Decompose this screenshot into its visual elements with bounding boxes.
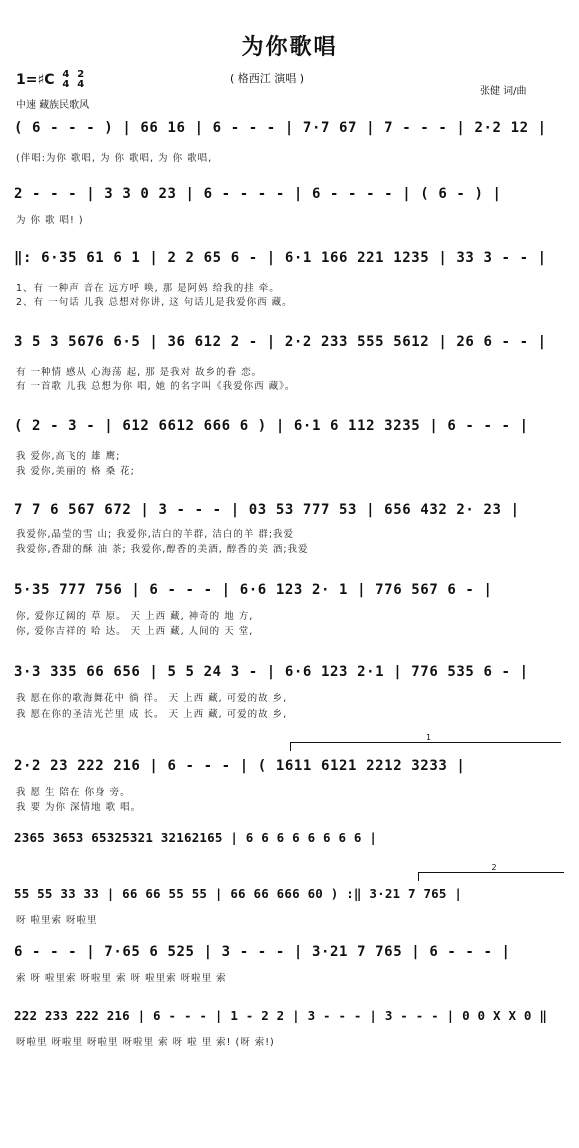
notation-line: 55 55 33 33 | 66 66 55 55 | 66 66 666 60 ) :‖ 3·21 7 765 |	[14, 886, 463, 901]
notation-line: 5·35 777 756 | 6 - - - | 6·6 123 2· 1 | 776 567 6 - |	[14, 582, 493, 598]
lyric-line: 我 要 为你 深情地 歌 唱。	[16, 802, 142, 813]
lyric-line: (伴唱:为你 歌唱, 为 你 歌唱, 为 你 歌唱,	[16, 153, 213, 164]
tempo-marking: 中速 藏族民歌风	[16, 100, 90, 111]
composer-credit: 张健 词/曲	[480, 86, 527, 97]
notation-line: 2·2 23 222 216 | 6 - - - | ( 1611 6121 2212 3233 |	[14, 758, 466, 774]
notation-line: 7 7 6 567 672 | 3 - - - | 03 53 777 53 | 656 432 2· 23 |	[14, 502, 520, 518]
lyric-line: 你, 爱你辽阔的 草 原。 天 上西 藏, 神奇的 地 方,	[16, 611, 254, 622]
lyric-line: 我 愿在你的圣洁光芒里 成 长。 天 上西 藏, 可爱的故 乡,	[16, 709, 288, 720]
lyric-line: 你, 爱你吉祥的 哈 达。 天 上西 藏, 人间的 天 堂,	[16, 626, 254, 637]
notation-line: 6 - - - | 7·65 6 525 | 3 - - - | 3·21 7 765 | 6 - - - |	[14, 944, 511, 960]
lyric-line: 有 一种情 感从 心海荡 起, 那 是我对 故乡的眷 恋。	[16, 367, 263, 378]
lyric-line: 2、有 一句话 儿我 总想对你讲, 这 句话儿是我爱你西 藏。	[16, 297, 293, 308]
notation-line: ( 6 - - - ) | 66 16 | 6 - - - | 7·7 67 | 7 - - - | 2·2 12 |	[14, 120, 547, 136]
lyric-line: 我 爱你,美丽的 格 桑 花;	[16, 466, 135, 477]
lyric-line: 为 你 歌 唱! )	[16, 215, 84, 226]
key-signature	[16, 70, 84, 90]
lyric-line: 我 愿 生 陪在 你身 旁。	[16, 787, 131, 798]
time-signature-a: 4 4	[62, 69, 70, 90]
notation-line: 2 - - - | 3 3 0 23 | 6 - - - - | 6 - - - - | ( 6 - ) |	[14, 186, 502, 202]
singer-credit: ( 格西江 演唱 )	[230, 72, 305, 85]
song-title: 为你歌唱	[241, 35, 338, 60]
lyric-line: 我爱你,香甜的酥 油 茶; 我爱你,醇香的美酒, 醇香的美 酒;我爱	[16, 544, 309, 555]
lyric-line: 有 一首歌 儿我 总想为你 唱, 她 的名字叫《我爱你西 藏》。	[16, 381, 296, 392]
lyric-line: 呀 啦里索 呀啦里	[16, 915, 98, 926]
notation-line: 3·3 335 66 656 | 5 5 24 3 - | 6·6 123 2·1 | 776 535 6 - |	[14, 664, 529, 680]
notation-line: 3 5 3 5676 6·5 | 36 612 2 - | 2·2 233 555 5612 | 26 6 - - |	[14, 334, 547, 350]
lyric-line: 我 爱你,高飞的 雄 鹰;	[16, 451, 121, 462]
time-signature-b: 2 4	[77, 69, 85, 90]
lyric-line: 呀啦里 呀啦里 呀啦里 呀啦里 索 呀 啦 里 索! (呀 索!)	[16, 1037, 275, 1048]
notation-line: 2365 3653 65325321 32162165 | 6 6 6 6 6 6 6 6 |	[14, 830, 378, 845]
key-label: 1=♯C	[16, 72, 55, 88]
notation-line: 222 233 222 216 | 6 - - - | 1 - 2 2 | 3 - - - | 3 - - - | 0 0 X X 0 ‖	[14, 1008, 548, 1023]
lyric-line: 索 呀 啦里索 呀啦里 索 呀 啦里索 呀啦里 索	[16, 973, 227, 984]
lyric-line: 我爱你,晶莹的雪 山; 我爱你,洁白的羊群, 洁白的羊 群;我爱	[16, 529, 295, 540]
notation-line: ( 2 - 3 - | 612 6612 666 6 ) | 6·1 6 112 3235 | 6 - - - |	[14, 418, 529, 434]
first-ending-bracket: 1	[290, 742, 561, 751]
lyric-line: 1、有 一种声 音在 远方呼 唤, 那 是阿妈 给我的挂 牵。	[16, 283, 280, 294]
lyric-line: 我 愿在你的歌海舞花中 徜 徉。 天 上西 藏, 可爱的故 乡,	[16, 693, 288, 704]
notation-line: ‖: 6·35 61 6 1 | 2 2 65 6 - | 6·1 166 221 1235 | 33 3 - - |	[14, 250, 547, 266]
second-ending-bracket: 2	[418, 872, 564, 881]
